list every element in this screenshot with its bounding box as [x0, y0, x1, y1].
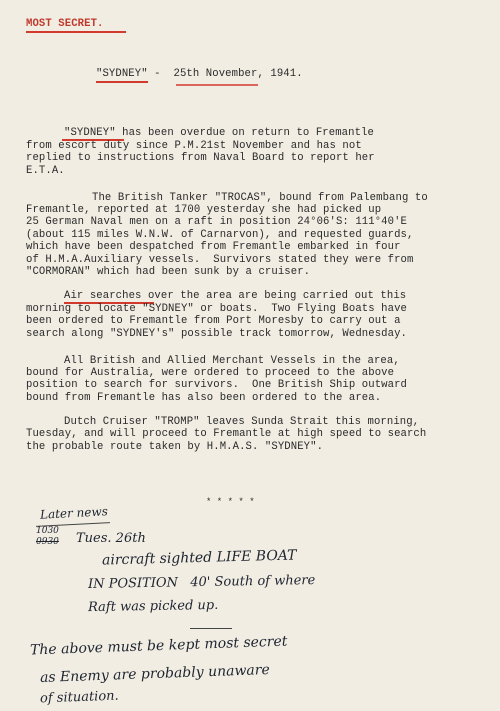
handwritten-dash	[190, 628, 232, 629]
p5-line-3: the probable route taken by H.M.A.S. "SYDNEY".	[26, 441, 324, 453]
p1-line-1: "SYDNEY" has been overdue on return to Fremantle	[64, 127, 374, 139]
p2-line-2: Fremantle, reported at 1700 yesterday she had picked up	[26, 204, 382, 216]
p4-line-3: position to search for survivors. One British Ship outward	[26, 379, 407, 391]
p3-line-2: morning to locate "SYDNEY" or boats. Two Flying Boats have	[26, 303, 407, 315]
p2-line-3: 25 German Naval men on a raft in position 24°06'S: 111°40'E	[26, 216, 407, 228]
document-title	[96, 68, 303, 80]
p1-line-2: from escort duty since P.M.21st November and has not	[26, 140, 362, 152]
handwritten-time-1: 1030	[36, 526, 59, 536]
p2-line-1: The British Tanker "TROCAS", bound from Palembang to	[92, 192, 428, 204]
p4-line-1: All British and Allied Merchant Vessels in the area,	[64, 355, 400, 367]
p3-line-1: Air searches over the area are being carried out this	[64, 290, 407, 302]
classification-underline	[26, 31, 126, 33]
handwritten-line-4: The above must be kept most secret	[29, 633, 288, 659]
p5-line-2: Tuesday, and will proceed to Fremantle at high speed to search	[26, 428, 427, 440]
title-date-underline	[176, 84, 258, 86]
section-separator: * * * * *	[206, 497, 255, 507]
handwritten-line-6: of situation.	[39, 688, 119, 707]
p2-line-7: "CORMORAN" which had been sunk by a cruiser.	[26, 266, 311, 278]
p4-line-2: bound for Australia, were ordered to proceed to the above	[26, 367, 395, 379]
classification-label: MOST SECRET.	[26, 18, 104, 30]
p2-line-6: of H.M.A.Auxiliary vessels. Survivors stated they were from	[26, 254, 414, 266]
handwritten-later-news: Later news	[39, 504, 109, 522]
handwritten-line-1: aircraft sighted LIFE BOAT	[101, 547, 297, 569]
p3-line-4: search along "SYDNEY's" possible track tomorrow, Wednesday.	[26, 328, 407, 340]
handwritten-line-5: as Enemy are probably unaware	[39, 661, 271, 687]
title-ship-name: "SYDNEY"	[96, 68, 148, 80]
p1-ship-name: "SYDNEY"	[64, 127, 116, 139]
title-name-underline	[96, 81, 148, 83]
title-date: - 25th November, 1941.	[147, 68, 303, 80]
p4-line-4: bound from Fremantle has also been ordered to the area.	[26, 392, 382, 404]
p2-line-4: (about 115 miles W.N.W. of Carnarvon), and requested guards,	[26, 229, 414, 241]
handwritten-line-3: Raft was picked up.	[87, 597, 219, 616]
p5-line-1: Dutch Cruiser "TROMP" leaves Sunda Strait this morning,	[64, 416, 420, 428]
p2-line-5: which have been despatched from Fremantle embarked in four	[26, 241, 401, 253]
p3-line-3: been ordered to Fremantle from Port Moresby to carry out a	[26, 315, 401, 327]
p1-line-3: replied to instructions from Naval Board to report her	[26, 152, 375, 164]
handwritten-date: Tues. 26th	[76, 531, 146, 546]
handwritten-time-2: 0930	[36, 537, 59, 547]
handwritten-line-2: IN POSITION 40' South of where	[87, 573, 316, 592]
p3-lead: Air searches	[64, 290, 142, 302]
p1-line-4: E.T.A.	[26, 165, 65, 177]
